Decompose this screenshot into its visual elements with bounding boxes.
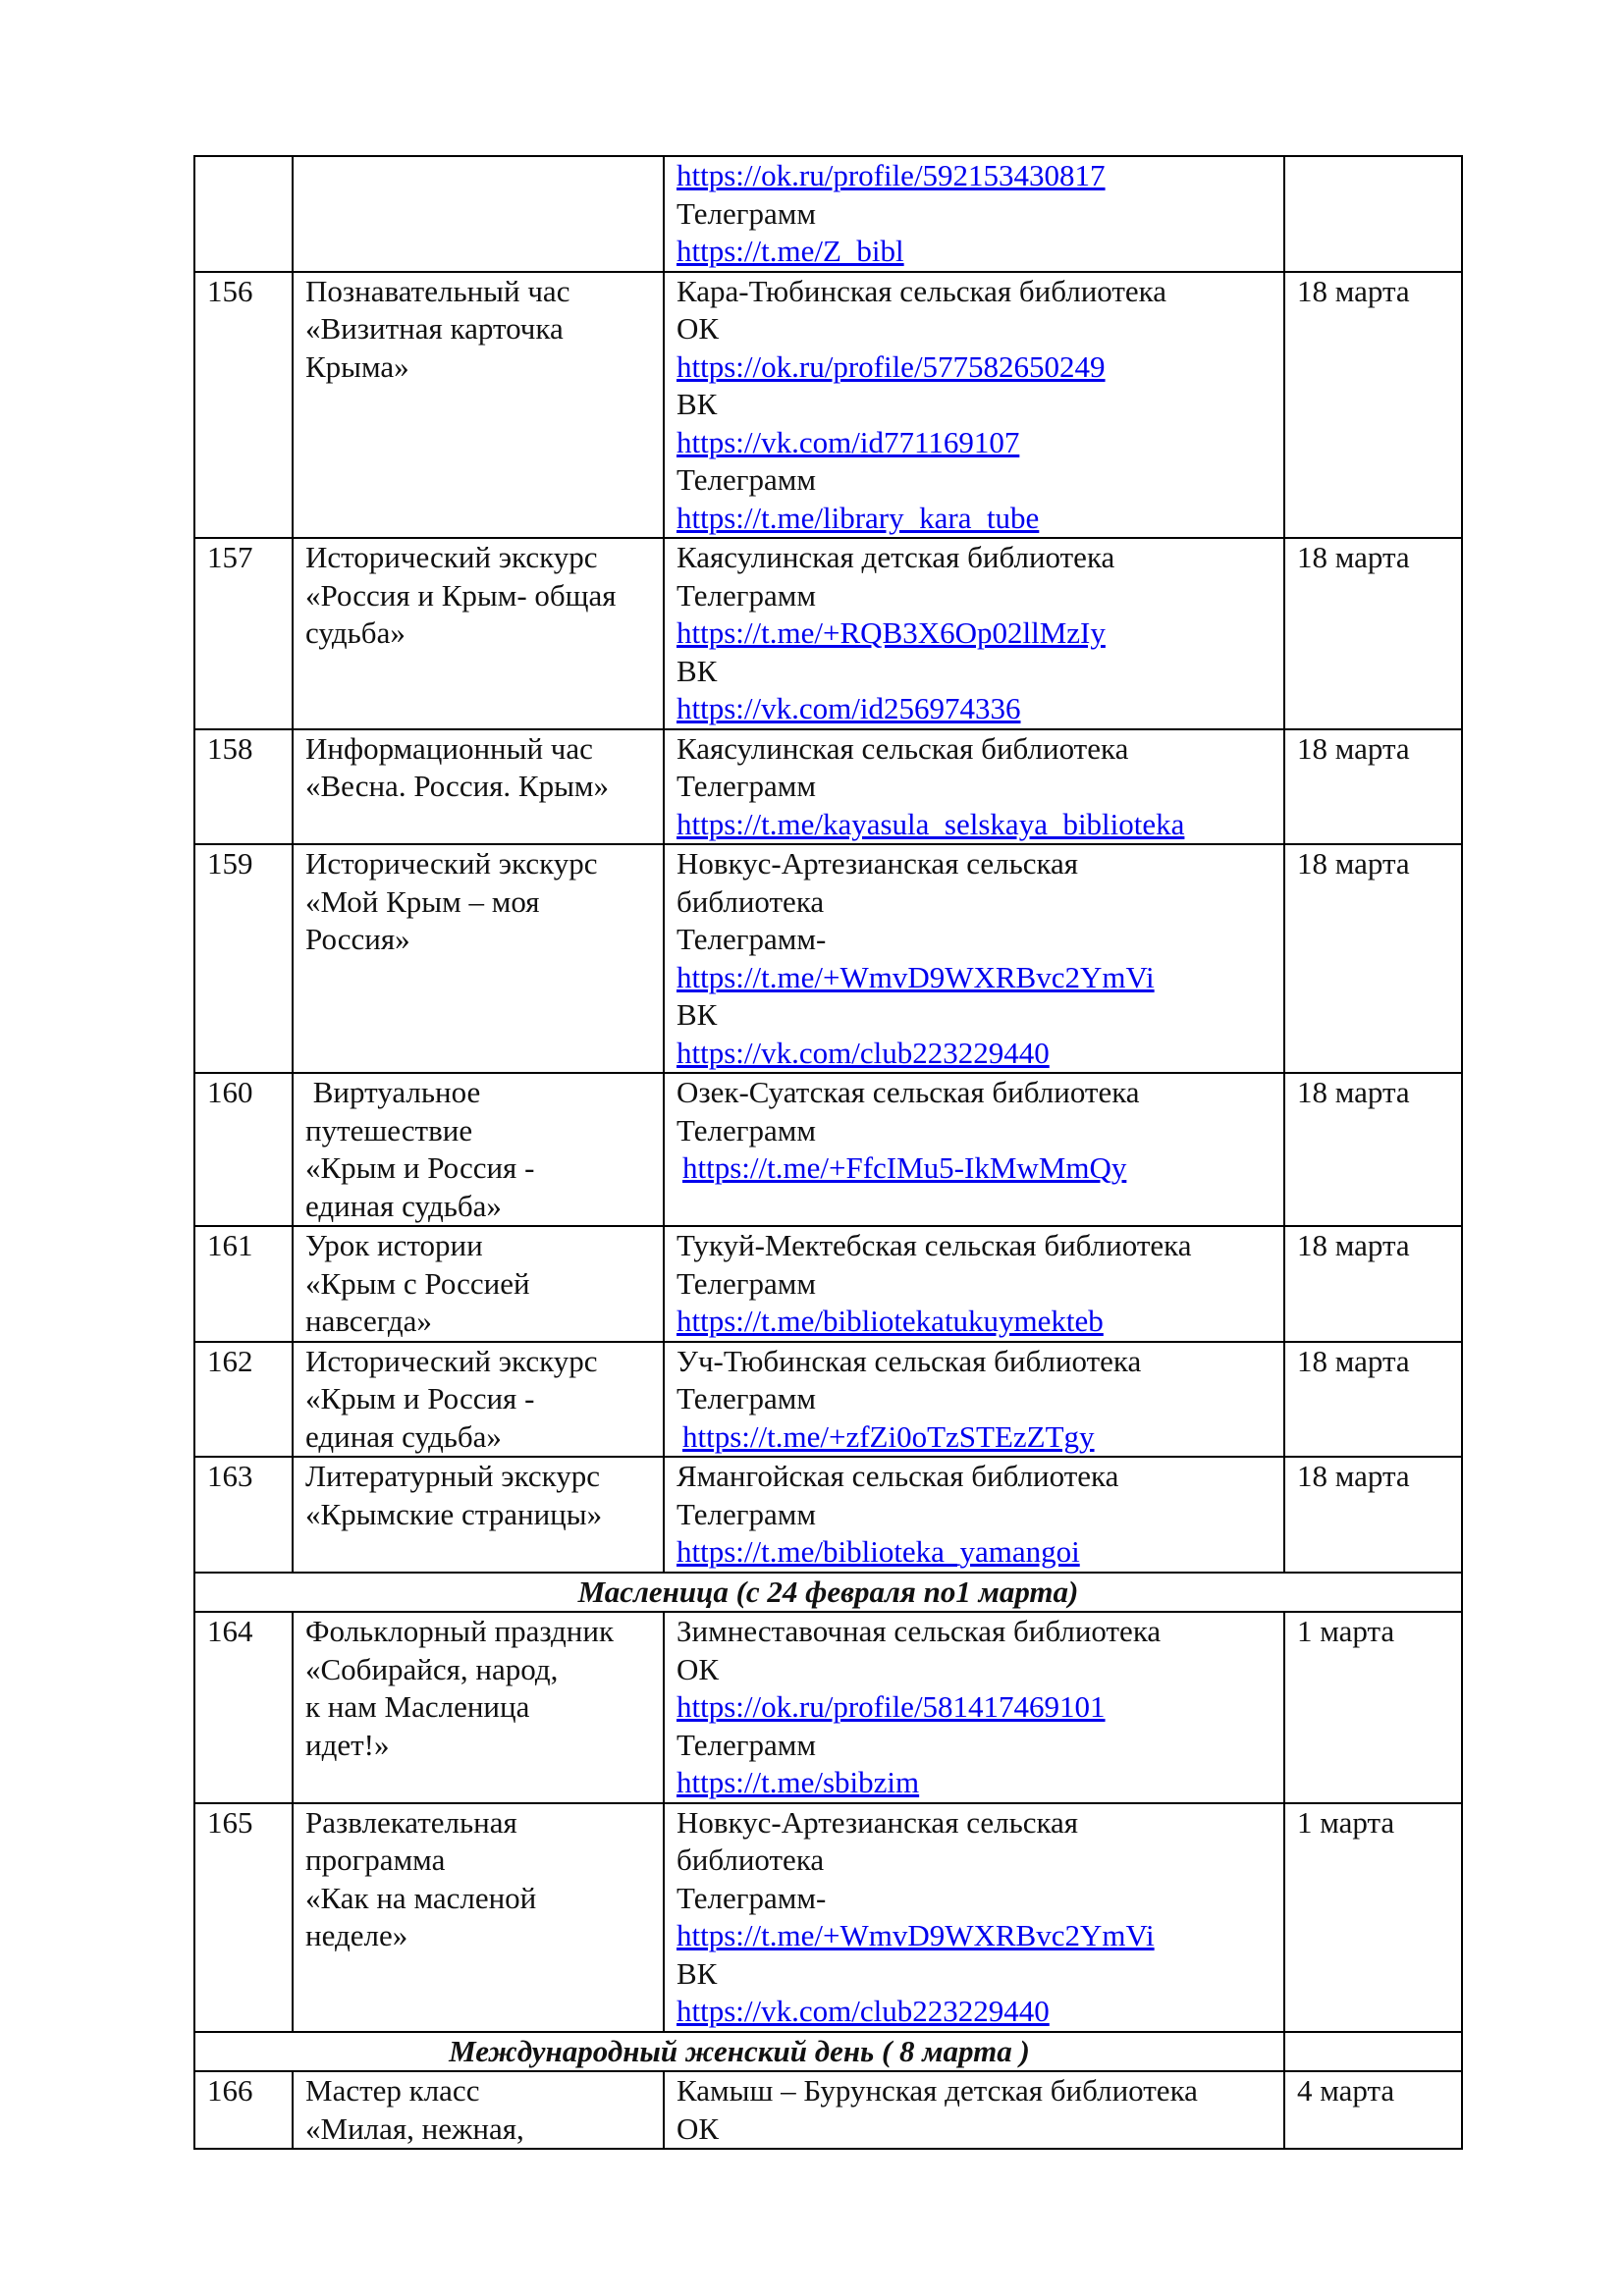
venue-link[interactable]: https://t.me/bibliotekatukuymekteb <box>677 1304 1104 1338</box>
table-row <box>194 1226 1462 1342</box>
venue-text-line: ОК <box>677 311 720 346</box>
venue-text-line: ВК <box>677 653 718 688</box>
venue-link[interactable]: https://vk.com/id256974336 <box>677 691 1021 725</box>
section-header-row <box>194 1573 1462 1613</box>
event-title <box>293 844 664 1073</box>
venue-text-line: Телеграмм <box>677 1727 816 1762</box>
venue-link[interactable]: https://t.me/Z_bibl <box>677 234 904 268</box>
event-title-line: «Визитная карточка <box>305 311 564 346</box>
event-venue <box>664 1073 1284 1226</box>
venue-text-line: Каясулинская сельская библиотека <box>677 730 1129 766</box>
row-number: 164 <box>194 1612 293 1803</box>
event-title-line: «Крым с Россией <box>305 1265 530 1301</box>
event-title <box>293 538 664 729</box>
venue-link[interactable]: https://t.me/+WmvD9WXRBvc2YmVi <box>677 959 1155 994</box>
event-title-line: «Как на масленой <box>305 1880 537 1915</box>
venue-link-line <box>677 424 1272 462</box>
venue-text-line: Телеграмм <box>677 195 816 231</box>
venue-text-line: Телеграмм <box>677 769 816 803</box>
event-title <box>293 1457 664 1573</box>
event-venue <box>664 844 1284 1073</box>
event-venue <box>664 2071 1284 2149</box>
table-row <box>194 1342 1462 1458</box>
venue-link[interactable]: https://t.me/+FfcIMu5-IkMwMmQy <box>682 1150 1127 1185</box>
event-title-line: Виртуальное <box>305 1075 481 1109</box>
venue-link[interactable]: https://t.me/biblioteka_yamangoi <box>677 1534 1080 1569</box>
venue-link-line <box>677 157 1272 195</box>
event-date: 1 марта <box>1284 1612 1462 1803</box>
event-title-line: путешествие <box>305 1112 473 1148</box>
venue-text-line: Телеграмм- <box>677 922 827 956</box>
venue-link[interactable]: https://t.me/+WmvD9WXRBvc2YmVi <box>677 1918 1155 1952</box>
row-number <box>194 156 293 272</box>
event-title <box>293 2071 664 2149</box>
event-title-line: Крыма» <box>305 348 409 384</box>
event-title-line: «Крым и Россия - <box>305 1381 535 1415</box>
venue-text-line: ВК <box>677 387 718 421</box>
venue-text-line: Новкус-Артезианская сельская <box>677 1804 1079 1840</box>
event-title-line: «Крым и Россия - <box>305 1150 535 1185</box>
venue-text-line: Каясулинская детская библиотека <box>677 540 1115 574</box>
venue-link[interactable]: https://t.me/+zfZi0oTzSTEzZTgy <box>682 1418 1095 1454</box>
event-venue <box>664 729 1284 845</box>
table-row <box>194 729 1462 845</box>
row-number: 161 <box>194 1226 293 1342</box>
event-title-line: «Собирайся, народ, <box>305 1651 559 1686</box>
row-number: 162 <box>194 1342 293 1458</box>
event-date: 18 марта <box>1284 1226 1462 1342</box>
events-table-body <box>194 156 1462 2149</box>
event-date: 18 марта <box>1284 729 1462 845</box>
event-venue <box>664 156 1284 272</box>
event-title-line: Познавательный час <box>305 273 570 308</box>
venue-link[interactable]: https://t.me/library_kara_tube <box>677 500 1040 535</box>
row-number: 160 <box>194 1073 293 1226</box>
event-title-line: Исторический экскурс <box>305 1343 598 1378</box>
event-title-line: «Мой Крым – моя <box>305 883 540 919</box>
row-number: 163 <box>194 1457 293 1573</box>
table-row <box>194 1457 1462 1573</box>
event-date: 18 марта <box>1284 538 1462 729</box>
event-title <box>293 272 664 539</box>
row-number: 165 <box>194 1803 293 2032</box>
table-row <box>194 1612 1462 1803</box>
venue-link[interactable]: https://t.me/kayasula_selskaya_biblioteka <box>677 806 1185 841</box>
venue-text-line: ОК <box>677 1651 720 1686</box>
event-date: 4 марта <box>1284 2071 1462 2149</box>
table-row <box>194 272 1462 539</box>
venue-text-line: ОК <box>677 2110 720 2146</box>
event-title-line: неделе» <box>305 1918 408 1952</box>
section-header-row <box>194 2032 1462 2072</box>
event-venue <box>664 1803 1284 2032</box>
event-title <box>293 156 664 272</box>
table-row <box>194 156 1462 272</box>
row-number: 166 <box>194 2071 293 2149</box>
events-table <box>193 155 1463 2150</box>
venue-link-line <box>677 1303 1272 1341</box>
event-title <box>293 729 664 845</box>
row-number: 159 <box>194 844 293 1073</box>
venue-text-line: Телеграмм <box>677 1381 816 1415</box>
event-title-line: «Весна. Россия. Крым» <box>305 769 610 803</box>
event-title <box>293 1612 664 1803</box>
event-title-line: Литературный экскурс <box>305 1459 601 1493</box>
event-date: 18 марта <box>1284 1073 1462 1226</box>
row-number: 156 <box>194 272 293 539</box>
venue-text-line: Озек-Суатская сельская библиотека <box>677 1075 1140 1109</box>
event-title-line: Информационный час <box>305 730 593 766</box>
table-row <box>194 1073 1462 1226</box>
venue-text-line: Кара-Тюбинская сельская библиотека <box>677 273 1167 308</box>
venue-text-line: Телеграмм <box>677 462 816 497</box>
venue-link[interactable]: https://ok.ru/profile/577582650249 <box>677 348 1106 384</box>
event-venue <box>664 1342 1284 1458</box>
venue-link[interactable]: https://ok.ru/profile/581417469101 <box>677 1689 1106 1724</box>
event-title-line: Россия» <box>305 922 410 956</box>
venue-link-line <box>677 614 1272 653</box>
venue-link-line <box>677 1533 1272 1572</box>
venue-text-line: библиотека <box>677 883 825 919</box>
event-title-line: судьба» <box>305 615 406 650</box>
table-row <box>194 2071 1462 2149</box>
event-title-line: идет!» <box>305 1727 390 1762</box>
venue-link-line <box>677 1764 1272 1802</box>
event-venue <box>664 538 1284 729</box>
event-title-line: Фольклорный праздник <box>305 1614 615 1648</box>
event-title-line: навсегда» <box>305 1304 432 1338</box>
venue-link-line <box>677 1993 1272 2031</box>
venue-text-line: Телеграмм <box>677 1112 816 1148</box>
venue-link-line <box>677 348 1272 387</box>
event-title-line: Мастер класс <box>305 2073 480 2108</box>
event-title-line: «Милая, нежная, <box>305 2110 524 2146</box>
venue-link-line <box>677 1149 1272 1188</box>
venue-link-line <box>677 1688 1272 1727</box>
venue-text-line: ВК <box>677 997 718 1032</box>
venue-text-line: Телеграмм <box>677 577 816 613</box>
venue-text-line: Телеграмм <box>677 1265 816 1301</box>
event-date: 18 марта <box>1284 1342 1462 1458</box>
venue-text-line: Телеграмм- <box>677 1880 827 1915</box>
venue-link-line <box>677 1035 1272 1073</box>
venue-link-line <box>677 1418 1272 1457</box>
event-date <box>1284 156 1462 272</box>
event-date: 18 марта <box>1284 272 1462 539</box>
venue-text-line: Тукуй-Мектебская сельская библиотека <box>677 1228 1192 1262</box>
event-title-line: Исторический экскурс <box>305 540 598 574</box>
venue-text-line: Ямангойская сельская библиотека <box>677 1459 1119 1493</box>
venue-text-line: Новкус-Артезианская сельская <box>677 846 1079 881</box>
venue-link-line <box>677 959 1272 997</box>
table-row <box>194 538 1462 729</box>
section-title: Международный женский день ( 8 марта ) <box>194 2032 1284 2072</box>
event-title-line: Исторический экскурс <box>305 846 598 881</box>
event-title-line: к нам Масленица <box>305 1689 530 1724</box>
event-title-line: «Крымские страницы» <box>305 1496 603 1531</box>
event-title-line: единая судьба» <box>305 1188 502 1223</box>
venue-link-line <box>677 233 1272 271</box>
venue-link[interactable]: https://ok.ru/profile/592153430817 <box>677 158 1106 192</box>
venue-link[interactable]: https://vk.com/club223229440 <box>677 1994 1050 2028</box>
section-title: Масленица (с 24 февраля по1 марта) <box>194 1573 1462 1613</box>
event-title-line: «Россия и Крым- общая <box>305 577 617 613</box>
venue-link[interactable]: https://t.me/+RQB3X6Op02llMzIy <box>677 615 1106 650</box>
venue-link-line <box>677 806 1272 844</box>
venue-link[interactable]: https://vk.com/id771169107 <box>677 424 1020 459</box>
venue-text-line: Камыш – Бурунская детская библиотека <box>677 2073 1198 2108</box>
venue-link-line <box>677 500 1272 538</box>
event-date: 1 марта <box>1284 1803 1462 2032</box>
event-title-line: единая судьба» <box>305 1418 502 1454</box>
event-date: 18 марта <box>1284 844 1462 1073</box>
row-number: 157 <box>194 538 293 729</box>
event-title <box>293 1226 664 1342</box>
event-venue <box>664 1457 1284 1573</box>
event-date: 18 марта <box>1284 1457 1462 1573</box>
table-row <box>194 844 1462 1073</box>
venue-link[interactable]: https://t.me/sbibzim <box>677 1765 920 1799</box>
event-title-line: Урок истории <box>305 1228 483 1262</box>
event-venue <box>664 1226 1284 1342</box>
event-title <box>293 1073 664 1226</box>
event-venue <box>664 1612 1284 1803</box>
venue-link-line <box>677 690 1272 728</box>
row-number: 158 <box>194 729 293 845</box>
venue-text-line: библиотека <box>677 1842 825 1877</box>
event-title-line: Развлекательная <box>305 1804 517 1840</box>
event-venue <box>664 272 1284 539</box>
venue-text-line: Уч-Тюбинская сельская библиотека <box>677 1343 1142 1378</box>
table-row <box>194 1803 1462 2032</box>
event-title-line: программа <box>305 1842 446 1877</box>
event-title <box>293 1803 664 2032</box>
venue-text-line: Зимнеставочная сельская библиотека <box>677 1614 1162 1648</box>
date-cell <box>1284 2032 1462 2072</box>
venue-link-line <box>677 1917 1272 1955</box>
venue-link[interactable]: https://vk.com/club223229440 <box>677 1035 1050 1070</box>
event-title <box>293 1342 664 1458</box>
venue-text-line: ВК <box>677 1955 718 1991</box>
venue-text-line: Телеграмм <box>677 1496 816 1531</box>
